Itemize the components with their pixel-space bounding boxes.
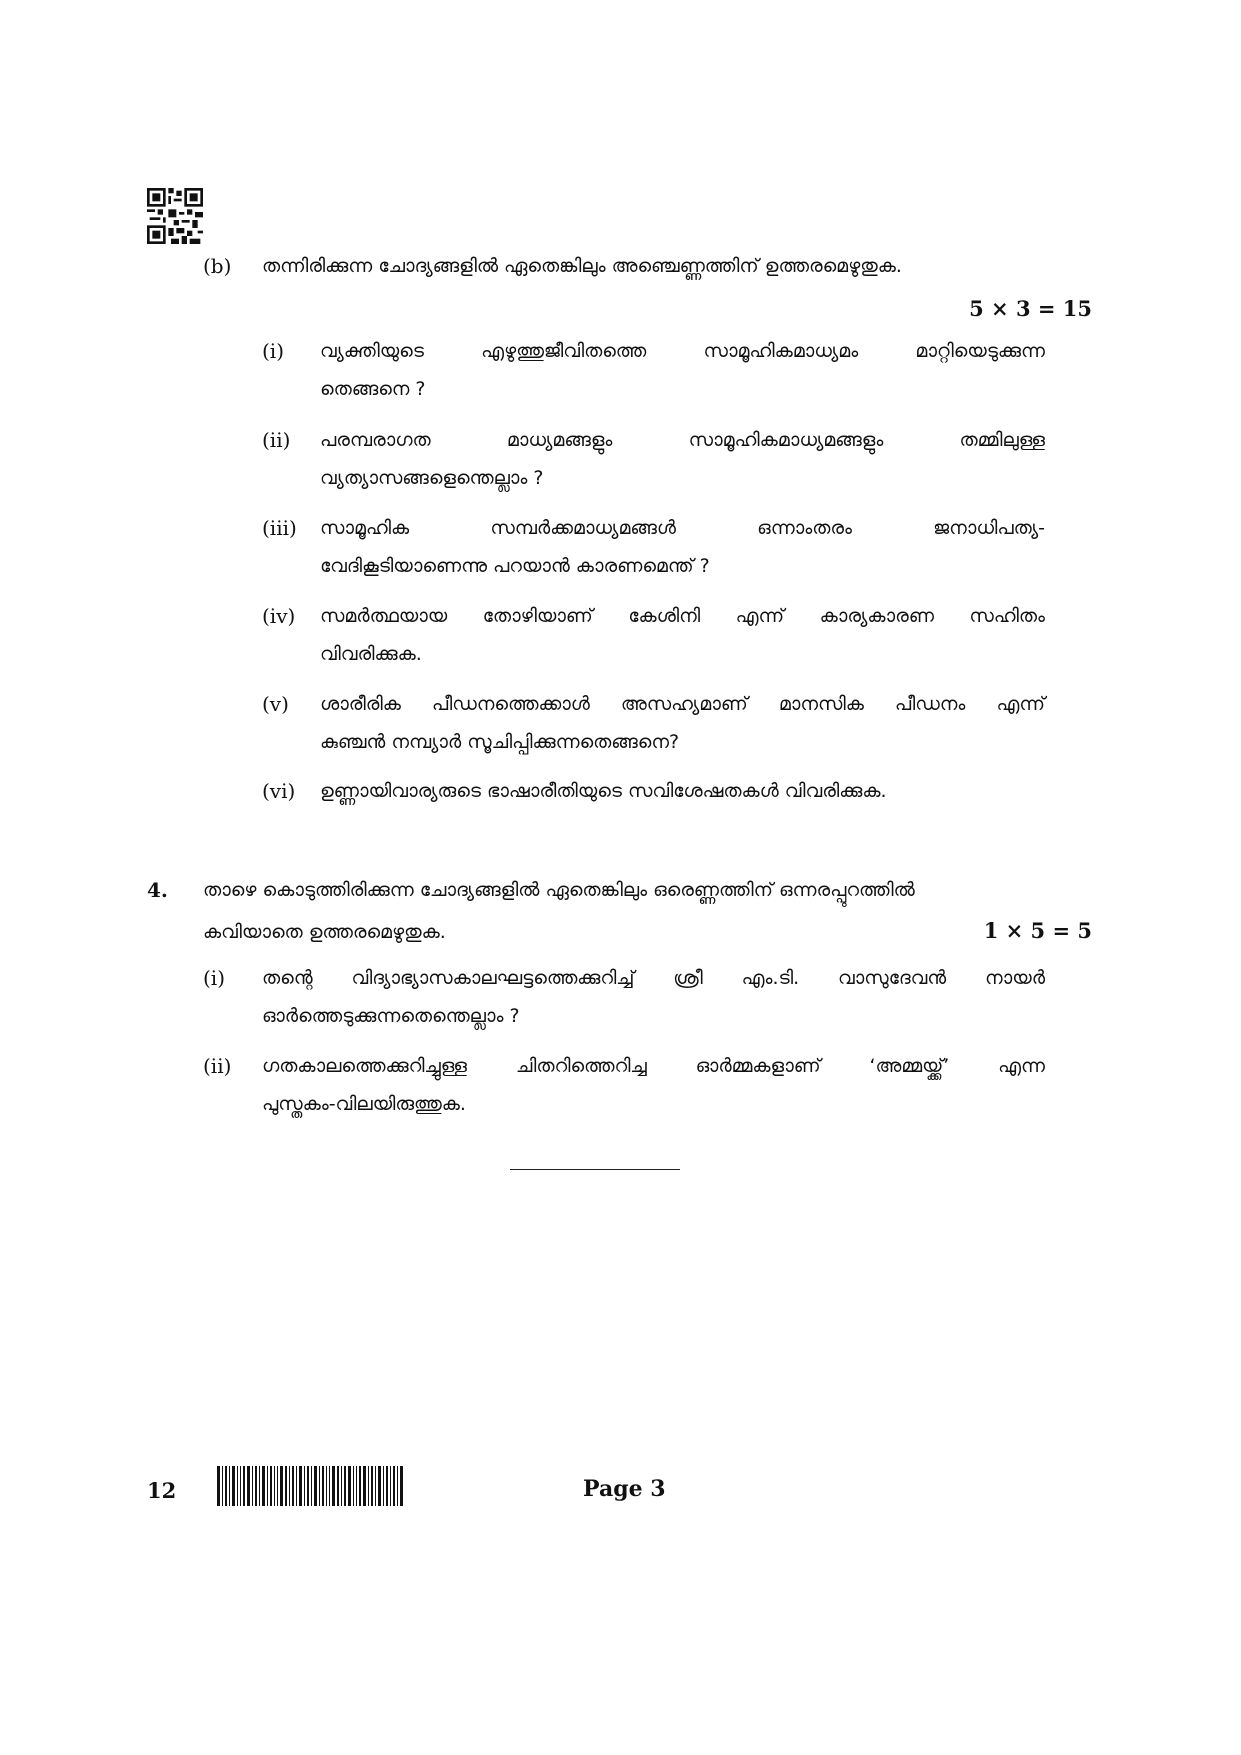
item-number: (ii) bbox=[203, 1054, 232, 1078]
section-b-label: (b) bbox=[203, 254, 232, 278]
footer-code: 12 bbox=[147, 1478, 177, 1503]
question-4-instruction: താഴെ കൊടുത്തിരിക്കുന്ന ചോദ്യങ്ങളിൽ ഏതെങ്കിലും ഒരെണ്ണത്തിന് ഒന്നരപ്പുറത്തിൽ bbox=[203, 879, 915, 901]
page-number: Page 3 bbox=[583, 1476, 666, 1502]
question-text-line: വേദികൂടിയാണെന്നു പറയാൻ കാരണമെന്ത് ? bbox=[320, 555, 710, 577]
question-text-line: ശാരീരിക പീഡനത്തെക്കാൾ അസഹ്യമാണ് മാനസിക പീഡനം എന്ന് bbox=[320, 693, 1045, 715]
section-b-marks: 5 × 3 = 15 bbox=[969, 296, 1092, 321]
question-text-line: കുഞ്ചൻ നമ്പ്യാർ സൂചിപ്പിക്കുന്നതെങ്ങനെ? bbox=[320, 731, 680, 753]
question-text-line: സാമൂഹിക സമ്പർക്കമാധ്യമങ്ങൾ ഒന്നാംതരം ജനാധിപത്യ- bbox=[320, 517, 1045, 539]
question-text-line: തന്റെ വിദ്യാഭ്യാസകാലഘട്ടത്തെക്കുറിച്ച് ശ്രീ എം.ടി. വാസുദേവൻ നായർ bbox=[262, 967, 1045, 989]
question-text-line: സമർത്ഥയായ തോഴിയാണ് കേശിനി എന്ന് കാര്യകാരണ സഹിതം bbox=[320, 605, 1045, 627]
question-4-marks: 1 × 5 = 5 bbox=[983, 918, 1092, 943]
question-4-number: 4. bbox=[147, 878, 168, 902]
question-text-line: ഓർത്തെടുക്കുന്നതെന്തെല്ലാം ? bbox=[262, 1005, 520, 1027]
section-b-instruction: തന്നിരിക്കുന്ന ചോദ്യങ്ങളിൽ ഏതെങ്കിലും അഞ്ചെണ്ണത്തിന് ഉത്തരമെഴുതുക. bbox=[262, 255, 902, 277]
item-number: (v) bbox=[262, 692, 289, 716]
item-number: (i) bbox=[262, 339, 285, 363]
item-number: (i) bbox=[203, 966, 226, 990]
question-text-line: വ്യത്യാസങ്ങളെന്തെല്ലാം ? bbox=[320, 467, 544, 489]
question-text-line: തെങ്ങനെ ? bbox=[320, 378, 426, 400]
question-text-line: വ്യക്തിയുടെ എഴുത്തുജീവിതത്തെ സാമൂഹികമാധ്യമം മാറ്റിയെടുക്കുന്ന bbox=[320, 340, 1045, 362]
qr-code-icon bbox=[147, 188, 203, 244]
item-number: (ii) bbox=[262, 428, 291, 452]
question-4-instruction: കവിയാതെ ഉത്തരമെഴുതുക. bbox=[203, 921, 446, 943]
item-number: (iii) bbox=[262, 516, 297, 540]
question-text-line: പരമ്പരാഗത മാധ്യമങ്ങളും സാമൂഹികമാധ്യമങ്ങളും തമ്മിലുള്ള bbox=[320, 429, 1045, 451]
barcode-icon bbox=[217, 1466, 403, 1506]
item-number: (vi) bbox=[262, 779, 296, 803]
item-number: (iv) bbox=[262, 604, 296, 628]
question-text-line: പുസ്തകം-വിലയിരുത്തുക. bbox=[262, 1093, 466, 1115]
end-rule bbox=[510, 1169, 680, 1170]
question-text-line: ഉണ്ണായിവാര്യരുടെ ഭാഷാരീതിയുടെ സവിശേഷതകൾ വിവരിക്കുക. bbox=[320, 780, 887, 802]
question-text-line: വിവരിക്കുക. bbox=[320, 643, 422, 665]
question-text-line: ഗതകാലത്തെക്കുറിച്ചുള്ള ചിതറിത്തെറിച്ച ഓർമ്മകളാണ് ‘അമ്മയ്ക്ക്’ എന്ന bbox=[262, 1055, 1045, 1077]
